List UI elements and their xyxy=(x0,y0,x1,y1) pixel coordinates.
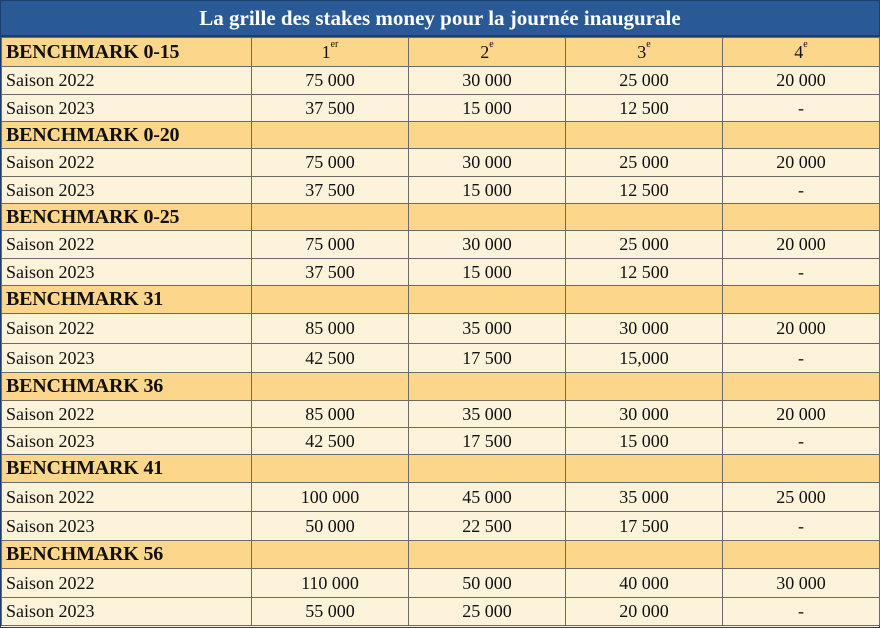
place-suffix: e xyxy=(646,38,651,50)
stake-value-place-2: 35 000 xyxy=(409,314,566,344)
stake-value-place-1: 37 500 xyxy=(252,95,409,122)
stake-value-place-1: 42 500 xyxy=(252,344,409,373)
stake-value-place-4: - xyxy=(723,598,880,626)
season-row xyxy=(2,344,880,373)
stake-value-place-1: 50 000 xyxy=(252,512,409,541)
benchmark-header-row xyxy=(2,38,880,67)
empty-header-cell xyxy=(252,204,409,231)
stake-value-place-1: 55 000 xyxy=(252,598,409,626)
empty-header-cell xyxy=(252,541,409,569)
season-row xyxy=(2,401,880,428)
stake-value-place-1: 75 000 xyxy=(252,67,409,95)
season-label: Saison 2023 xyxy=(2,512,252,541)
column-header-place-3 xyxy=(566,38,723,67)
stake-value-place-3: 25 000 xyxy=(566,67,723,95)
empty-header-cell xyxy=(252,122,409,149)
stakes-table-body xyxy=(2,38,880,626)
season-row xyxy=(2,483,880,512)
empty-header-cell xyxy=(409,455,566,483)
stake-value-place-3: 35 000 xyxy=(566,483,723,512)
stake-value-place-4: 20 000 xyxy=(723,149,880,177)
empty-header-cell xyxy=(723,373,880,401)
stake-value-place-2: 17 500 xyxy=(409,344,566,373)
stake-value-place-2: 30 000 xyxy=(409,231,566,259)
season-label: Saison 2023 xyxy=(2,95,252,122)
empty-header-cell xyxy=(566,455,723,483)
stake-value-place-1: 37 500 xyxy=(252,177,409,204)
stake-value-place-3: 20 000 xyxy=(566,598,723,626)
season-label: Saison 2022 xyxy=(2,149,252,177)
stake-value-place-2: 15 000 xyxy=(409,95,566,122)
stake-value-place-3: 30 000 xyxy=(566,314,723,344)
season-label: Saison 2022 xyxy=(2,67,252,95)
benchmark-header-row xyxy=(2,455,880,483)
empty-header-cell xyxy=(252,286,409,314)
empty-header-cell xyxy=(409,204,566,231)
season-row xyxy=(2,512,880,541)
place-number: 4 xyxy=(794,41,804,62)
stake-value-place-4: - xyxy=(723,512,880,541)
stake-value-place-4: - xyxy=(723,259,880,286)
stake-value-place-2: 22 500 xyxy=(409,512,566,541)
season-label: Saison 2022 xyxy=(2,401,252,428)
stake-value-place-3: 12 500 xyxy=(566,95,723,122)
stake-value-place-1: 85 000 xyxy=(252,401,409,428)
empty-header-cell xyxy=(566,373,723,401)
stake-value-place-3: 30 000 xyxy=(566,401,723,428)
benchmark-header-row xyxy=(2,373,880,401)
stake-value-place-3: 12 500 xyxy=(566,259,723,286)
stake-value-place-2: 15 000 xyxy=(409,177,566,204)
season-row xyxy=(2,67,880,95)
benchmark-header-row xyxy=(2,286,880,314)
empty-header-cell xyxy=(723,286,880,314)
empty-header-cell xyxy=(723,541,880,569)
stake-value-place-3: 12 500 xyxy=(566,177,723,204)
season-row xyxy=(2,569,880,598)
stake-value-place-1: 85 000 xyxy=(252,314,409,344)
column-header-place-1 xyxy=(252,38,409,67)
season-row xyxy=(2,259,880,286)
empty-header-cell xyxy=(409,373,566,401)
stake-value-place-1: 100 000 xyxy=(252,483,409,512)
stake-value-place-1: 110 000 xyxy=(252,569,409,598)
stake-value-place-4: - xyxy=(723,428,880,455)
season-row xyxy=(2,149,880,177)
benchmark-label: BENCHMARK 41 xyxy=(2,455,252,483)
season-row xyxy=(2,95,880,122)
empty-header-cell xyxy=(409,286,566,314)
empty-header-cell xyxy=(566,204,723,231)
season-label: Saison 2022 xyxy=(2,314,252,344)
column-header-place-2 xyxy=(409,38,566,67)
benchmark-label: BENCHMARK 36 xyxy=(2,373,252,401)
place-number: 2 xyxy=(480,41,490,62)
season-label: Saison 2022 xyxy=(2,483,252,512)
stake-value-place-1: 42 500 xyxy=(252,428,409,455)
benchmark-label: BENCHMARK 0-25 xyxy=(2,204,252,231)
season-row xyxy=(2,177,880,204)
benchmark-label: BENCHMARK 0-15 xyxy=(2,38,252,67)
table-title: La grille des stakes money pour la journée inaugurale xyxy=(1,1,879,37)
stake-value-place-2: 25 000 xyxy=(409,598,566,626)
stake-value-place-4: 20 000 xyxy=(723,401,880,428)
season-label: Saison 2023 xyxy=(2,344,252,373)
season-label: Saison 2022 xyxy=(2,569,252,598)
column-header-place-4 xyxy=(723,38,880,67)
season-label: Saison 2023 xyxy=(2,259,252,286)
season-row xyxy=(2,598,880,626)
stake-value-place-4: 20 000 xyxy=(723,314,880,344)
stakes-table xyxy=(1,37,880,626)
empty-header-cell xyxy=(409,122,566,149)
stake-value-place-4: 20 000 xyxy=(723,231,880,259)
benchmark-label: BENCHMARK 56 xyxy=(2,541,252,569)
season-row xyxy=(2,314,880,344)
stake-value-place-2: 15 000 xyxy=(409,259,566,286)
place-suffix: e xyxy=(803,38,808,50)
stake-value-place-4: 20 000 xyxy=(723,67,880,95)
stake-value-place-1: 75 000 xyxy=(252,231,409,259)
empty-header-cell xyxy=(723,455,880,483)
empty-header-cell xyxy=(252,373,409,401)
benchmark-header-row xyxy=(2,541,880,569)
empty-header-cell xyxy=(566,286,723,314)
season-row xyxy=(2,428,880,455)
stake-value-place-4: - xyxy=(723,95,880,122)
stake-value-place-4: - xyxy=(723,344,880,373)
stake-value-place-4: 25 000 xyxy=(723,483,880,512)
stake-value-place-4: - xyxy=(723,177,880,204)
season-row xyxy=(2,231,880,259)
place-suffix: e xyxy=(489,38,494,50)
stake-value-place-2: 35 000 xyxy=(409,401,566,428)
stake-value-place-1: 37 500 xyxy=(252,259,409,286)
stake-value-place-3: 17 500 xyxy=(566,512,723,541)
benchmark-label: BENCHMARK 0-20 xyxy=(2,122,252,149)
benchmark-header-row xyxy=(2,204,880,231)
stake-value-place-3: 25 000 xyxy=(566,231,723,259)
benchmark-header-row xyxy=(2,122,880,149)
stake-value-place-2: 30 000 xyxy=(409,149,566,177)
empty-header-cell xyxy=(566,122,723,149)
benchmark-label: BENCHMARK 31 xyxy=(2,286,252,314)
stake-value-place-2: 30 000 xyxy=(409,67,566,95)
season-label: Saison 2022 xyxy=(2,231,252,259)
empty-header-cell xyxy=(409,541,566,569)
empty-header-cell xyxy=(723,204,880,231)
stake-value-place-3: 15,000 xyxy=(566,344,723,373)
place-number: 3 xyxy=(637,41,647,62)
season-label: Saison 2023 xyxy=(2,598,252,626)
empty-header-cell xyxy=(723,122,880,149)
empty-header-cell xyxy=(252,455,409,483)
stake-value-place-3: 40 000 xyxy=(566,569,723,598)
stake-value-place-3: 15 000 xyxy=(566,428,723,455)
stake-value-place-2: 50 000 xyxy=(409,569,566,598)
stake-value-place-4: 30 000 xyxy=(723,569,880,598)
season-label: Saison 2023 xyxy=(2,428,252,455)
stake-value-place-2: 17 500 xyxy=(409,428,566,455)
stake-value-place-2: 45 000 xyxy=(409,483,566,512)
stake-value-place-1: 75 000 xyxy=(252,149,409,177)
place-number: 1 xyxy=(321,41,331,62)
stake-value-place-3: 25 000 xyxy=(566,149,723,177)
place-suffix: er xyxy=(330,38,339,50)
season-label: Saison 2023 xyxy=(2,177,252,204)
empty-header-cell xyxy=(566,541,723,569)
